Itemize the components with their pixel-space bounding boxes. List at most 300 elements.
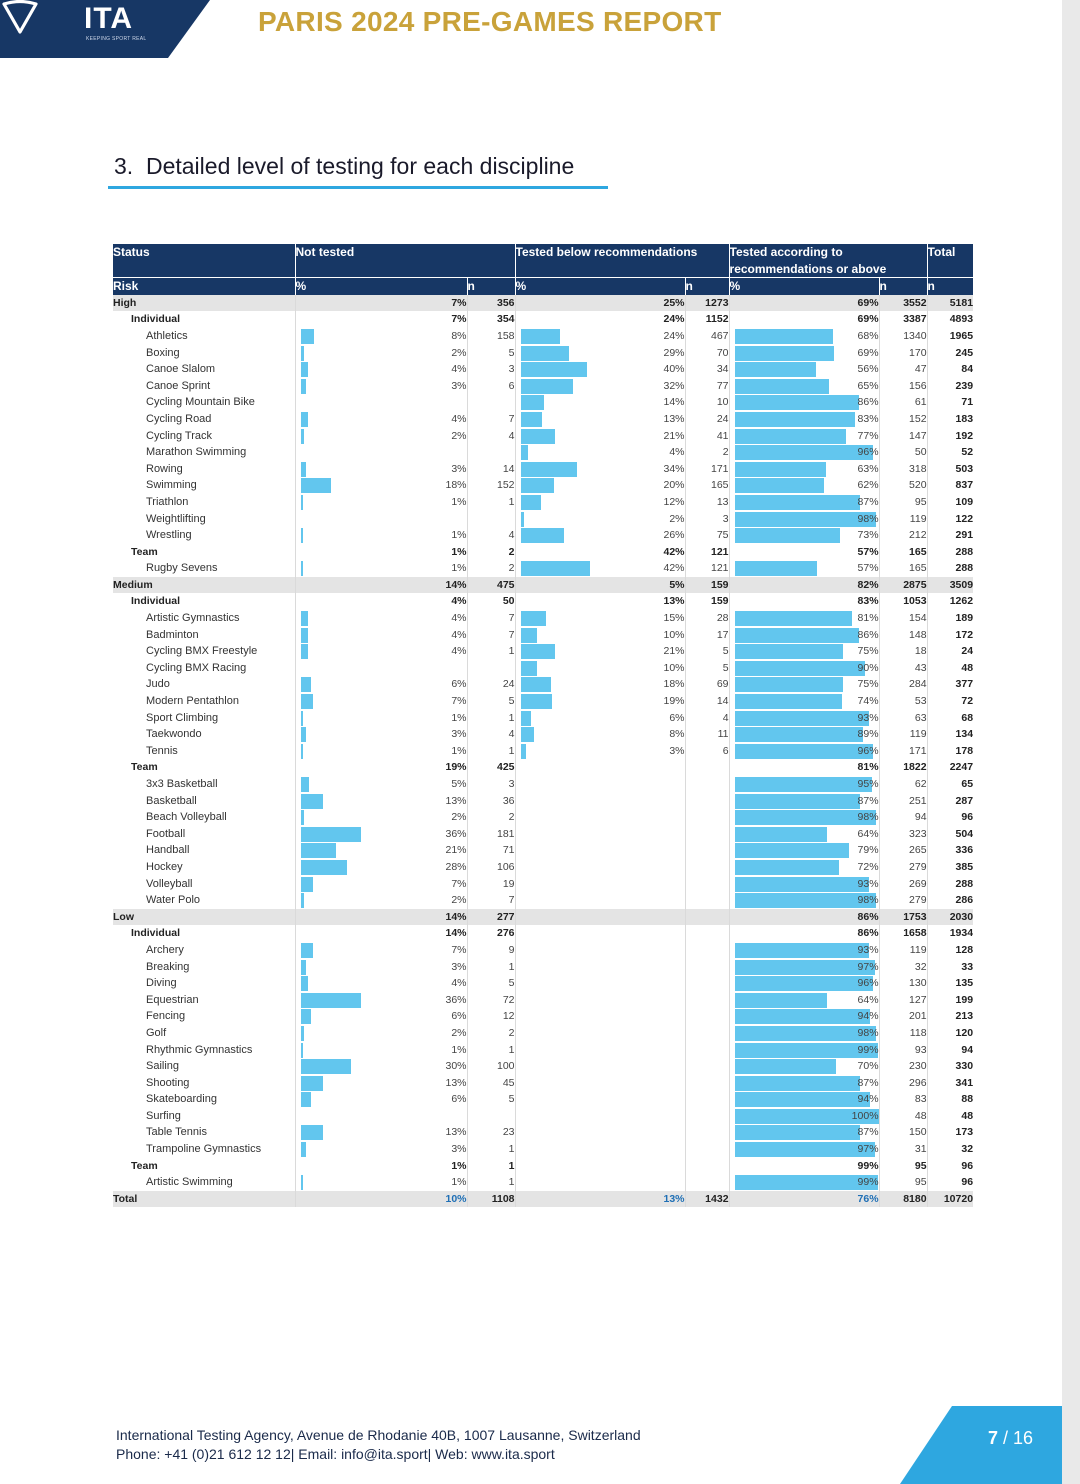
ta-bar <box>735 893 876 908</box>
nt-n <box>467 511 515 528</box>
nt-bar <box>301 794 323 809</box>
total-n: 72 <box>927 693 973 710</box>
total-n: 385 <box>927 859 973 876</box>
total-n: 88 <box>927 1091 973 1108</box>
nt-n: 4 <box>467 726 515 743</box>
ta-bar <box>735 346 834 361</box>
ta-bar <box>735 628 859 643</box>
nt-pct-cell <box>295 1042 467 1059</box>
total-n: 94 <box>927 1042 973 1059</box>
total-n: 134 <box>927 726 973 743</box>
nt-pct-cell <box>295 444 467 461</box>
ta-n: 31 <box>879 1141 927 1158</box>
nt-pct-cell <box>295 759 467 776</box>
tb-n: 4 <box>685 710 729 727</box>
total-n: 288 <box>927 560 973 577</box>
table-row <box>113 1174 973 1191</box>
total-n: 341 <box>927 1075 973 1092</box>
tb-pct: 34% <box>663 462 685 475</box>
total-n: 122 <box>927 511 973 528</box>
header-pct: % <box>729 278 879 295</box>
ta-pct-cell <box>729 1025 879 1042</box>
nt-bar <box>301 727 306 742</box>
table-row <box>113 793 973 810</box>
ta-n: 2875 <box>879 577 927 594</box>
nt-n: 19 <box>467 876 515 893</box>
ta-bar <box>735 1009 870 1024</box>
ta-pct-cell <box>729 826 879 843</box>
nt-pct-cell <box>295 627 467 644</box>
tb-pct: 10% <box>663 661 685 674</box>
total-n: 32 <box>927 1141 973 1158</box>
nt-bar <box>301 1043 303 1058</box>
tb-bar <box>521 677 551 692</box>
table-row <box>113 560 973 577</box>
total-n: 199 <box>927 992 973 1009</box>
table-row <box>113 1075 973 1092</box>
tb-pct: 2% <box>669 512 685 525</box>
row-label: Individual <box>131 313 181 326</box>
nt-pct-cell <box>295 361 467 378</box>
section-number: 3. <box>114 153 134 179</box>
nt-n: 475 <box>467 577 515 594</box>
nt-pct: 1% <box>451 1159 467 1172</box>
tb-pct: 13% <box>663 595 685 608</box>
risk-row <box>113 909 973 926</box>
tb-n <box>685 776 729 793</box>
tb-n <box>685 1108 729 1125</box>
tb-pct: 29% <box>663 346 685 359</box>
row-label: Water Polo <box>146 894 201 907</box>
row-label: Skateboarding <box>146 1093 217 1106</box>
ta-pct: 70% <box>857 1060 879 1073</box>
table-row <box>113 1042 973 1059</box>
ta-n: 150 <box>879 1124 927 1141</box>
tb-bar <box>521 412 542 427</box>
nt-bar <box>301 478 331 493</box>
ta-pct: 77% <box>857 429 879 442</box>
tb-bar <box>521 694 552 709</box>
ta-pct: 69% <box>857 296 879 309</box>
ta-pct: 89% <box>857 728 879 741</box>
tb-n: 34 <box>685 361 729 378</box>
table-row <box>113 809 973 826</box>
ta-pct: 87% <box>857 495 879 508</box>
nt-bar <box>301 429 304 444</box>
total-n: 96 <box>927 809 973 826</box>
tb-n: 69 <box>685 676 729 693</box>
ta-bar <box>735 744 873 759</box>
nt-pct-cell <box>295 710 467 727</box>
ta-bar <box>735 810 876 825</box>
table-row <box>113 428 973 445</box>
tb-pct-cell <box>515 660 685 677</box>
ta-pct-cell <box>729 693 879 710</box>
ta-pct: 96% <box>857 446 879 459</box>
row-label: Hockey <box>146 860 183 873</box>
ta-pct-cell <box>729 1108 879 1125</box>
nt-pct: 18% <box>445 479 467 492</box>
ta-pct-cell <box>729 411 879 428</box>
nt-pct: 1% <box>451 562 467 575</box>
table-row <box>113 411 973 428</box>
tb-pct-cell <box>515 461 685 478</box>
row-label: Triathlon <box>146 495 189 508</box>
tb-n <box>685 842 729 859</box>
nt-n: 36 <box>467 793 515 810</box>
ta-bar <box>735 429 846 444</box>
table-row <box>113 710 973 727</box>
row-label: Equestrian <box>146 993 199 1006</box>
nt-pct-cell <box>295 776 467 793</box>
ta-pct: 69% <box>857 313 879 326</box>
footer <box>116 1426 641 1464</box>
nt-n: 152 <box>467 477 515 494</box>
ta-pct-cell <box>729 925 879 942</box>
nt-pct-cell <box>295 345 467 362</box>
row-label: Trampoline Gymnastics <box>146 1143 262 1156</box>
row-label: Low <box>113 909 295 926</box>
ta-pct: 81% <box>857 761 879 774</box>
tb-pct-cell <box>515 610 685 627</box>
page-current: 7 <box>988 1428 999 1448</box>
ta-pct: 72% <box>857 860 879 873</box>
nt-n: 277 <box>467 909 515 926</box>
tb-pct: 12% <box>663 495 685 508</box>
ta-pct-cell <box>729 759 879 776</box>
row-label: Canoe Slalom <box>146 363 216 376</box>
row-label: Artistic Swimming <box>146 1176 233 1189</box>
ta-pct-cell <box>729 444 879 461</box>
ta-n: 48 <box>879 1108 927 1125</box>
tb-pct: 5% <box>669 578 685 591</box>
tb-n: 1432 <box>685 1191 729 1208</box>
ta-pct: 56% <box>857 363 879 376</box>
nt-pct: 13% <box>445 794 467 807</box>
nt-bar <box>301 843 336 858</box>
nt-pct-cell <box>295 1141 467 1158</box>
nt-pct: 14% <box>445 910 467 923</box>
tb-n <box>685 959 729 976</box>
ta-n: 18 <box>879 643 927 660</box>
total-n: 4893 <box>927 311 973 328</box>
ta-pct: 96% <box>857 977 879 990</box>
nt-pct-cell <box>295 876 467 893</box>
nt-n: 1 <box>467 1042 515 1059</box>
ta-pct-cell <box>729 1191 879 1208</box>
nt-pct-cell <box>295 743 467 760</box>
nt-bar <box>301 528 303 543</box>
ta-pct-cell <box>729 295 879 312</box>
ta-bar <box>735 677 843 692</box>
total-n: 287 <box>927 793 973 810</box>
nt-pct-cell <box>295 560 467 577</box>
table-row <box>113 859 973 876</box>
tb-n: 1152 <box>685 311 729 328</box>
ta-n: 1053 <box>879 593 927 610</box>
tb-pct: 32% <box>663 379 685 392</box>
testing-level-table <box>113 244 973 1207</box>
tb-bar <box>521 362 587 377</box>
row-label: Cycling Track <box>146 429 213 442</box>
ta-n: 8180 <box>879 1191 927 1208</box>
tb-bar <box>521 478 554 493</box>
nt-n: 1 <box>467 710 515 727</box>
ta-pct: 62% <box>857 479 879 492</box>
ta-pct: 75% <box>857 645 879 658</box>
tb-n: 171 <box>685 461 729 478</box>
ta-pct: 65% <box>857 379 879 392</box>
ta-n: 284 <box>879 676 927 693</box>
tb-n <box>685 892 729 909</box>
ta-pct: 87% <box>857 794 879 807</box>
nt-pct: 3% <box>451 728 467 741</box>
row-label: Team <box>131 1159 158 1172</box>
ta-n: 152 <box>879 411 927 428</box>
ta-pct-cell <box>729 1141 879 1158</box>
ta-pct: 96% <box>857 744 879 757</box>
nt-pct-cell <box>295 1058 467 1075</box>
risk-row <box>113 295 973 312</box>
ta-pct-cell <box>729 776 879 793</box>
nt-pct-cell <box>295 959 467 976</box>
tb-pct-cell <box>515 892 685 909</box>
group-row <box>113 593 973 610</box>
ta-bar <box>735 843 849 858</box>
ta-n: 156 <box>879 378 927 395</box>
ta-pct-cell <box>729 394 879 411</box>
total-n: 1262 <box>927 593 973 610</box>
nt-pct-cell <box>295 793 467 810</box>
tb-pct: 10% <box>663 628 685 641</box>
nt-pct-cell <box>295 1191 467 1208</box>
table-row <box>113 494 973 511</box>
ta-n: 1340 <box>879 328 927 345</box>
tb-pct-cell <box>515 1124 685 1141</box>
table-row <box>113 743 973 760</box>
tb-bar <box>521 379 573 394</box>
ta-n: 318 <box>879 461 927 478</box>
tb-pct-cell <box>515 593 685 610</box>
nt-n: 354 <box>467 311 515 328</box>
ta-n: 119 <box>879 726 927 743</box>
nt-pct: 1% <box>451 495 467 508</box>
table-row <box>113 892 973 909</box>
tb-bar <box>521 495 541 510</box>
nt-pct: 6% <box>451 1093 467 1106</box>
nt-n: 50 <box>467 593 515 610</box>
nt-pct: 1% <box>451 1043 467 1056</box>
total-n: 24 <box>927 643 973 660</box>
total-n: 239 <box>927 378 973 395</box>
tb-n <box>685 909 729 926</box>
tb-bar <box>521 561 590 576</box>
ta-n: 520 <box>879 477 927 494</box>
ta-pct: 94% <box>857 1010 879 1023</box>
tb-pct: 4% <box>669 446 685 459</box>
row-label: Team <box>131 545 158 558</box>
tb-n: 28 <box>685 610 729 627</box>
table-row <box>113 1058 973 1075</box>
table-row <box>113 660 973 677</box>
row-label: Athletics <box>146 329 188 342</box>
nt-pct: 30% <box>445 1060 467 1073</box>
tb-pct: 21% <box>663 645 685 658</box>
ta-pct: 63% <box>857 462 879 475</box>
ta-pct-cell <box>729 726 879 743</box>
ta-n: 118 <box>879 1025 927 1042</box>
row-label: Basketball <box>146 794 197 807</box>
tb-bar <box>521 644 555 659</box>
tb-n <box>685 1091 729 1108</box>
row-label: Marathon Swimming <box>146 446 247 459</box>
ta-pct-cell <box>729 1075 879 1092</box>
nt-n: 4 <box>467 428 515 445</box>
ta-pct: 97% <box>857 1143 879 1156</box>
row-label: Team <box>131 761 158 774</box>
nt-n: 5 <box>467 345 515 362</box>
tb-n: 165 <box>685 477 729 494</box>
row-label: Cycling Road <box>146 412 212 425</box>
tb-n <box>685 826 729 843</box>
tb-pct: 24% <box>663 329 685 342</box>
ta-pct-cell <box>729 959 879 976</box>
ta-pct-cell <box>729 992 879 1009</box>
tb-pct-cell <box>515 311 685 328</box>
nt-bar <box>301 1026 304 1041</box>
ta-pct: 97% <box>857 960 879 973</box>
nt-pct-cell <box>295 1025 467 1042</box>
ta-pct: 98% <box>857 512 879 525</box>
group-row <box>113 925 973 942</box>
row-label: High <box>113 295 295 312</box>
ta-pct-cell <box>729 1091 879 1108</box>
tb-bar <box>521 611 546 626</box>
ta-n: 269 <box>879 876 927 893</box>
nt-pct-cell <box>295 1124 467 1141</box>
total-n: 189 <box>927 610 973 627</box>
tb-pct: 21% <box>663 429 685 442</box>
row-label: Volleyball <box>146 877 193 890</box>
ta-pct-cell <box>729 378 879 395</box>
ta-pct-cell <box>729 909 879 926</box>
nt-n: 2 <box>467 544 515 561</box>
section-title-text: Detailed level of testing for each discipline <box>145 153 575 179</box>
row-label: Cycling Mountain Bike <box>146 396 255 409</box>
row-label: Rowing <box>146 462 183 475</box>
tb-pct-cell <box>515 411 685 428</box>
ta-n: 61 <box>879 394 927 411</box>
nt-n: 1 <box>467 1158 515 1175</box>
table-row <box>113 876 973 893</box>
ta-pct-cell <box>729 1124 879 1141</box>
ta-pct: 83% <box>857 595 879 608</box>
nt-pct: 4% <box>451 363 467 376</box>
total-n: 178 <box>927 743 973 760</box>
tb-pct-cell <box>515 1174 685 1191</box>
table-row <box>113 378 973 395</box>
row-label: Judo <box>146 678 170 691</box>
table-row <box>113 328 973 345</box>
ta-pct: 86% <box>857 927 879 940</box>
tb-n: 121 <box>685 560 729 577</box>
ta-n: 279 <box>879 859 927 876</box>
nt-pct-cell <box>295 593 467 610</box>
tb-n <box>685 975 729 992</box>
tb-pct-cell <box>515 992 685 1009</box>
nt-pct: 7% <box>451 695 467 708</box>
tb-pct-cell <box>515 577 685 594</box>
nt-pct-cell <box>295 826 467 843</box>
ta-pct-cell <box>729 660 879 677</box>
nt-pct-cell <box>295 428 467 445</box>
nt-n: 2 <box>467 560 515 577</box>
total-n: 837 <box>927 477 973 494</box>
ta-n: 62 <box>879 776 927 793</box>
ta-n: 279 <box>879 892 927 909</box>
ta-pct-cell <box>729 494 879 511</box>
table-row <box>113 1008 973 1025</box>
ta-pct: 94% <box>857 1093 879 1106</box>
ta-n: 165 <box>879 544 927 561</box>
ta-n: 165 <box>879 560 927 577</box>
tb-n: 159 <box>685 593 729 610</box>
row-label: Rhythmic Gymnastics <box>146 1043 253 1056</box>
row-label: Football <box>146 827 186 840</box>
total-n: 3509 <box>927 577 973 594</box>
nt-pct: 7% <box>451 296 467 309</box>
nt-n: 3 <box>467 361 515 378</box>
nt-bar <box>301 893 304 908</box>
ta-pct: 98% <box>857 811 879 824</box>
tb-n: 467 <box>685 328 729 345</box>
ta-n: 50 <box>879 444 927 461</box>
ta-bar <box>735 412 855 427</box>
ta-bar <box>735 611 852 626</box>
total-n: 377 <box>927 676 973 693</box>
row-label: Individual <box>131 927 181 940</box>
ta-n: 95 <box>879 1174 927 1191</box>
ta-pct-cell <box>729 544 879 561</box>
nt-n: 1 <box>467 494 515 511</box>
total-n: 183 <box>927 411 973 428</box>
page-number-band <box>900 1406 1062 1484</box>
nt-bar <box>301 1009 311 1024</box>
group-row <box>113 759 973 776</box>
ta-pct-cell <box>729 793 879 810</box>
row-label: Diving <box>146 977 177 990</box>
nt-bar <box>301 1125 323 1140</box>
ta-pct: 95% <box>857 778 879 790</box>
ta-bar <box>735 329 833 344</box>
tb-pct-cell <box>515 693 685 710</box>
tb-pct-cell <box>515 444 685 461</box>
nt-pct-cell <box>295 511 467 528</box>
nt-n: 1 <box>467 1141 515 1158</box>
nt-pct: 4% <box>451 977 467 990</box>
tb-pct: 14% <box>663 396 685 409</box>
ta-bar <box>735 462 826 477</box>
ta-pct-cell <box>729 361 879 378</box>
ta-n: 230 <box>879 1058 927 1075</box>
tb-pct-cell <box>515 1158 685 1175</box>
nt-bar <box>301 943 313 958</box>
total-n: 291 <box>927 527 973 544</box>
ta-pct-cell <box>729 842 879 859</box>
header-n: n <box>467 278 515 295</box>
ta-bar <box>735 727 863 742</box>
row-label: Individual <box>131 595 181 608</box>
